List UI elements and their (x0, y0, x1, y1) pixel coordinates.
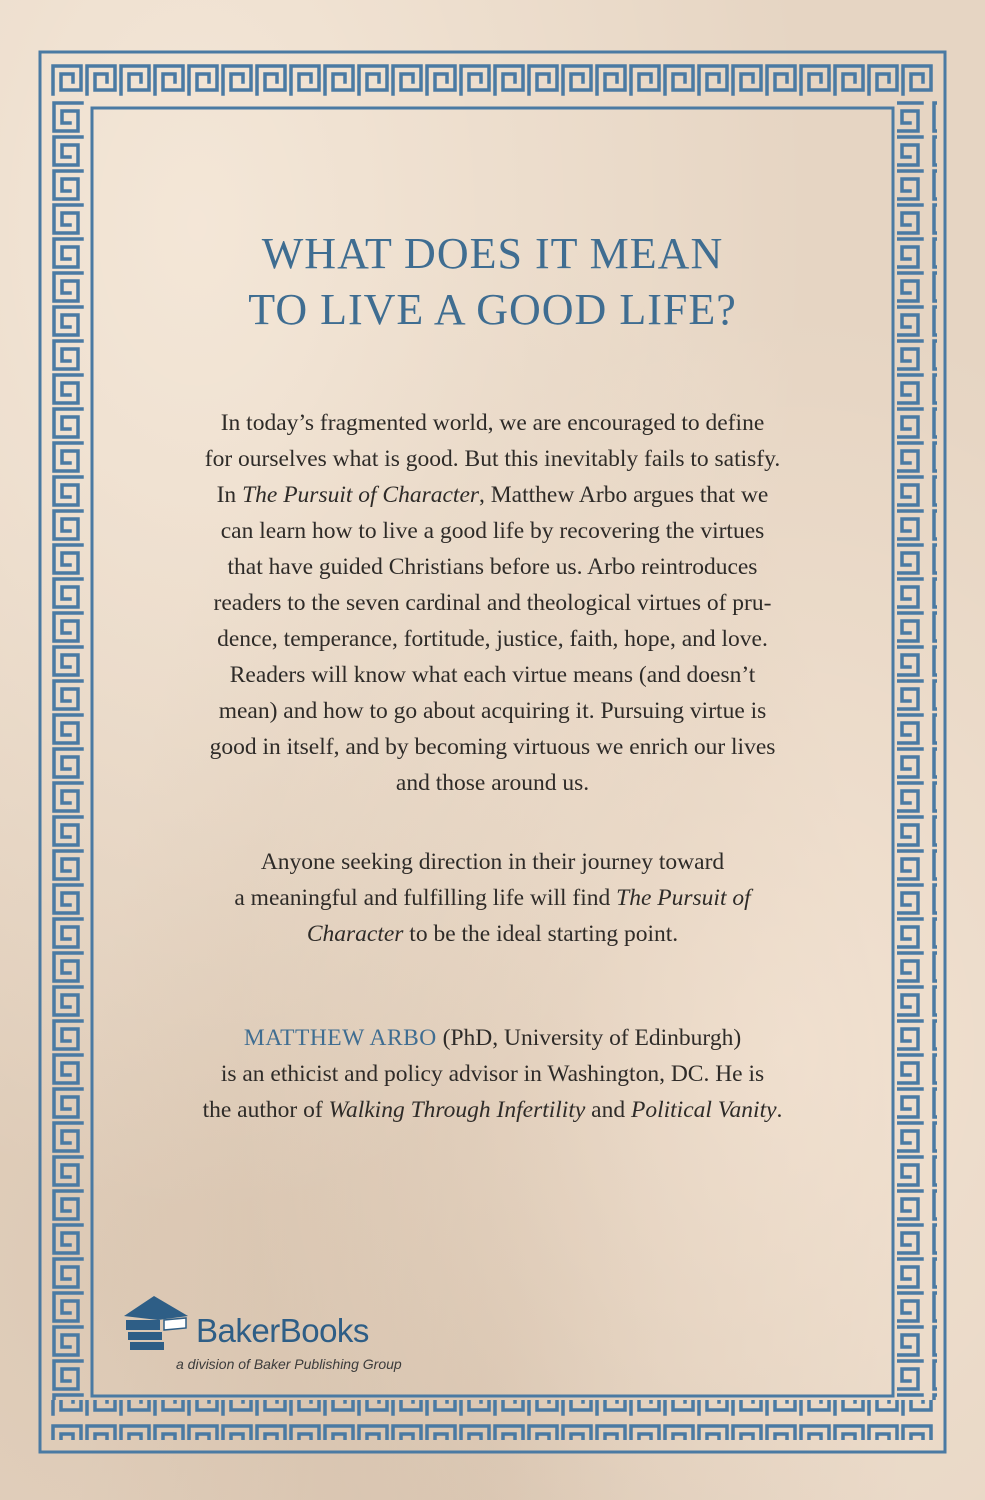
recommendation-line: Anyone seeking direction in their journey toward (260, 849, 725, 875)
description-line: good in itself, and by becoming virtuous we enrich our lives (209, 734, 776, 760)
book-title: The Pursuit of (616, 885, 751, 911)
text-run: a meaningful and fulfilling life will find (234, 885, 617, 911)
text-run: (PhD, University of Edinburgh) (436, 1025, 742, 1051)
book-stack-icon (118, 1290, 198, 1354)
text-run: and (585, 1097, 631, 1123)
headline-line-1: WHAT DOES IT MEAN (261, 229, 724, 278)
description-line: mean) and how to go about acquiring it. Pursuing virtue is (218, 698, 767, 724)
text-run: the author of (202, 1097, 329, 1123)
description-paragraph (120, 405, 865, 801)
author-bio-line: is an ethicist and policy advisor in Washington, DC. He is (220, 1061, 765, 1087)
headline (120, 226, 865, 338)
text-run: to be the ideal starting point. (403, 921, 679, 947)
author-bio-line (120, 1092, 865, 1128)
text-run: , Matthew Arbo argues that we (479, 482, 769, 508)
text-run: In (216, 482, 243, 508)
publisher-logo (118, 1290, 458, 1380)
description-line (120, 477, 865, 513)
publisher-name: BakerBooks (196, 1312, 369, 1349)
book-title: Character (306, 921, 404, 947)
book-title: Political Vanity (630, 1097, 777, 1123)
book-title: Walking Through Infertility (328, 1097, 586, 1123)
recommendation-line (120, 880, 865, 916)
recommendation-line (120, 916, 865, 952)
description-line: and those around us. (395, 770, 590, 796)
author-name: MATTHEW ARBO (243, 1025, 437, 1051)
author-bio (120, 1020, 865, 1128)
headline-line-2: TO LIVE A GOOD LIFE? (248, 285, 737, 334)
description-line: readers to the seven cardinal and theological virtues of pru- (213, 590, 772, 616)
author-bio-line (120, 1020, 865, 1056)
book-title: The Pursuit of Character (242, 482, 480, 508)
description-line: can learn how to live a good life by recovering the virtues (220, 518, 765, 544)
description-line: for ourselves what is good. But this inevitably fails to satisfy. (204, 446, 781, 472)
recommendation-paragraph (120, 844, 865, 952)
description-line: In today’s fragmented world, we are encouraged to define (220, 410, 765, 436)
description-line: that have guided Christians before us. Arbo reintroduces (227, 554, 758, 580)
publisher-subtitle: a division of Baker Publishing Group (176, 1356, 402, 1372)
description-line: dence, temperance, fortitude, justice, faith, hope, and love. (217, 626, 768, 652)
text-run: . (776, 1097, 783, 1123)
description-line: Readers will know what each virtue means (and doesn’t (229, 662, 756, 688)
